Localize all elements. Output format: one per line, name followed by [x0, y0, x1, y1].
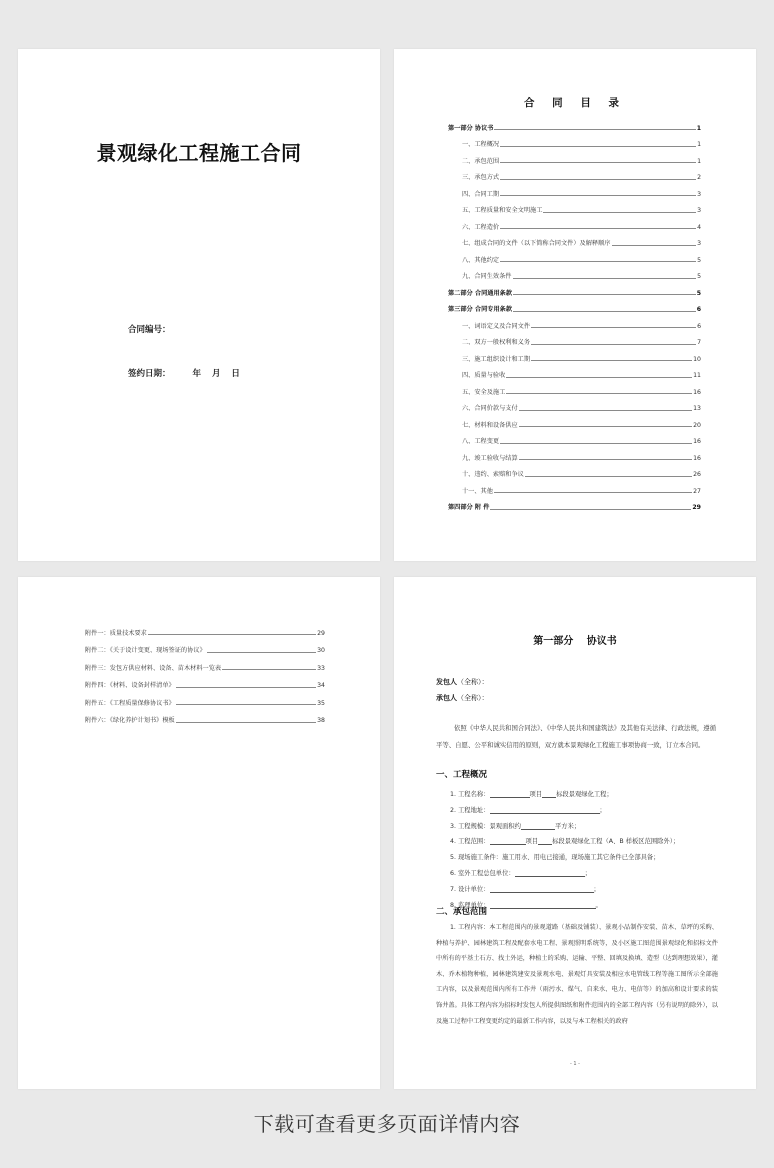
- toc-entry-page: 3: [697, 240, 701, 247]
- toc-entry[interactable]: [448, 115, 701, 132]
- toc-entry-label: 第一部分 协议书: [448, 124, 494, 132]
- toc-entry[interactable]: [448, 462, 701, 479]
- attachment-leader-line: [222, 669, 316, 670]
- fill-in-blank[interactable]: [521, 822, 555, 830]
- toc-leader-line: [531, 360, 692, 361]
- cover-page: [18, 49, 380, 561]
- attachment-page: 34: [317, 682, 325, 689]
- attachment-page: 33: [317, 664, 325, 672]
- sign-date-field: [128, 367, 240, 379]
- toc-entry-label: 二、承包范围: [462, 157, 500, 165]
- toc-leader-line: [513, 278, 697, 279]
- toc-entry[interactable]: [448, 478, 701, 495]
- toc-entry-label: 七、组成合同的文件（以下简称合同文件）及解释顺序: [462, 240, 611, 247]
- attachment-label: 附件四：《材料、设备封样清单》: [85, 682, 175, 689]
- toc-entry-label: 第四部分 附 件: [448, 504, 490, 511]
- overview-item: [450, 821, 580, 830]
- toc-entry-page: 6: [696, 306, 701, 313]
- toc-entry[interactable]: [448, 214, 701, 231]
- toc-leader-line: [500, 261, 696, 262]
- attachment-entry[interactable]: [85, 637, 325, 655]
- toc-entry-page: 5: [696, 289, 701, 297]
- attachment-leader-line: [176, 722, 316, 723]
- toc-entry-page: 2: [697, 174, 701, 181]
- toc-entry-page: 11: [693, 372, 701, 379]
- toc-leader-line: [531, 344, 696, 345]
- toc-entry-page: 10: [693, 355, 701, 363]
- attachment-label: 附件六：《绿化养护计划书》模板: [85, 717, 175, 724]
- overview-item: [450, 884, 600, 893]
- toc-entry-page: 16: [693, 438, 701, 445]
- toc-entry[interactable]: [448, 313, 701, 330]
- toc-entry-page: 20: [693, 421, 701, 429]
- attachment-leader-line: [176, 687, 316, 688]
- toc-entry-label: 九、竣工验收与结算: [462, 454, 518, 462]
- attachment-entry[interactable]: [85, 689, 325, 707]
- toc-entry-label: 第二部分 合同通用条款: [448, 289, 513, 297]
- toc-entry-label: 六、合同价款与支付: [462, 405, 518, 412]
- overview-item-text: ；: [584, 870, 591, 877]
- toc-entry-page: 16: [693, 454, 701, 462]
- attachment-label: 附件一：质量技术要求: [85, 629, 147, 637]
- toc-entry[interactable]: [448, 379, 701, 396]
- attachment-leader-line: [176, 704, 316, 705]
- attachment-leader-line: [148, 634, 316, 635]
- overview-item: [450, 868, 591, 877]
- fill-in-blank[interactable]: [490, 790, 530, 798]
- toc-entry-label: 九、合同生效条件: [462, 273, 512, 280]
- toc-leader-line: [612, 245, 697, 246]
- toc-title: 合 同 目 录: [524, 97, 626, 109]
- toc-entry-page: 3: [697, 190, 701, 198]
- toc-entry[interactable]: [448, 264, 701, 281]
- toc-entry-label: 第三部分 合同专用条款: [448, 306, 513, 313]
- employer-line: [436, 677, 489, 687]
- overview-item-text: 4. 工程范围：: [450, 838, 490, 846]
- attachment-entry[interactable]: [85, 619, 325, 637]
- toc-entry[interactable]: [448, 280, 701, 297]
- toc-entry-page: 16: [693, 388, 701, 396]
- download-caption: 下载可查看更多页面详情内容: [253, 1112, 521, 1136]
- toc-entry[interactable]: [448, 297, 701, 314]
- toc-leader-line: [519, 410, 692, 411]
- sign-date-value: 年 月 日: [192, 369, 240, 379]
- overview-item-text: 8. 监理单位：: [450, 901, 490, 909]
- toc-entry[interactable]: [448, 429, 701, 446]
- overview-item-text: 7. 设计单位：: [450, 885, 490, 893]
- attachment-page: 38: [317, 717, 325, 724]
- toc-leader-line: [500, 179, 696, 180]
- contract-title: 景观绿化工程施工合同: [96, 141, 302, 165]
- page-number: - 1 -: [570, 1061, 580, 1067]
- toc-entry[interactable]: [448, 165, 701, 182]
- toc-leader-line: [500, 195, 696, 196]
- attachment-list: [85, 619, 325, 724]
- toc-leader-line: [494, 492, 692, 493]
- toc-leader-line: [500, 162, 696, 163]
- toc-entry-page: 3: [697, 207, 701, 214]
- toc-entry[interactable]: [448, 495, 701, 512]
- toc-entry-page: 1: [697, 157, 701, 165]
- overview-item: [450, 805, 606, 814]
- toc-leader-line: [525, 476, 692, 477]
- toc-entry[interactable]: [448, 231, 701, 248]
- toc-entry-page: 1: [696, 124, 701, 132]
- sign-date-label: 签约日期：: [128, 369, 171, 379]
- toc-entry-label: 一、词语定义及合同文件: [462, 322, 531, 330]
- overview-item-text: 项目: [525, 838, 539, 846]
- toc-entry-page: 6: [697, 322, 701, 330]
- attachment-leader-line: [207, 652, 316, 653]
- attachment-page: 35: [317, 699, 325, 707]
- toc-leader-line: [519, 426, 692, 427]
- toc-entry-label: 十、违约、索赔和争议: [462, 471, 524, 478]
- toc-entry[interactable]: [448, 445, 701, 462]
- attachment-label: 附件五：《工程质量保修协议书》: [85, 699, 175, 707]
- toc-entry-page: 13: [693, 405, 701, 412]
- overview-item-text: 1. 工程名称：: [450, 791, 490, 798]
- overview-item-text: 6. 室外工程总包单位：: [450, 870, 515, 877]
- fill-in-blank[interactable]: [490, 837, 526, 845]
- contract-number-label: 合同编号：: [128, 325, 171, 335]
- overview-item-text: ；: [599, 806, 606, 814]
- toc-entry-label: 八、其他约定: [462, 256, 500, 264]
- scope-paragraph: 1. 工程内容：本工程范围内的景观道路（基础及铺装）、景观小品制作安装、苗木、草坪的采购、种植与养护、园林建筑工程及配套水电工程、景观照明系统等，及小区施工图范围景观绿化和招标文件中所有的平基土石方、找土外运，种植土的采购、运输、平整、回填及换填、造型（达到理想效果），灌木、乔木植物种植，园林建筑建安及景观水电、景观灯具安装及相应水电管线工程等施工图所示全部施工内容，以及景观范围内所有工作井（雨污水、煤气、自来水、电力、电信等）的加高和设计要求的装饰井盖。具体工程内容为招标时发包人所提供图纸和附件范围内的全部工程内容（另有说明的除外），以及施工过程中工程变更约定的最新工作内容，以及与本工程相关的政府: [436, 924, 718, 1025]
- attachment-entry[interactable]: [85, 654, 325, 672]
- toc-entry-page: 7: [697, 339, 701, 346]
- fill-in-blank[interactable]: [515, 869, 585, 877]
- toc-entry-label: 三、施工组织设计和工期: [462, 355, 531, 363]
- toc-list: [448, 115, 701, 511]
- toc-entry-label: 三、承包方式: [462, 174, 500, 181]
- contractor-line: [436, 693, 489, 703]
- overview-item: [450, 789, 613, 798]
- toc-leader-line: [543, 212, 696, 213]
- overview-item-text: 3. 工程规模：景观面积约: [450, 822, 521, 830]
- toc-leader-line: [506, 377, 692, 378]
- fill-in-blank[interactable]: [490, 901, 596, 909]
- toc-entry[interactable]: [448, 181, 701, 198]
- protocol-title: 第一部分 协议书: [533, 636, 617, 647]
- fill-in-blank[interactable]: [490, 885, 594, 893]
- toc-entry[interactable]: [448, 247, 701, 264]
- overview-item-text: 标段景观绿化工程；: [556, 791, 613, 798]
- fill-in-blank[interactable]: [538, 837, 552, 845]
- attachment-label: 附件三：发包方供应材料、设备、苗木材料一览表: [85, 664, 222, 672]
- toc-leader-line: [500, 146, 696, 147]
- toc-entry-label: 六、工程造价: [462, 223, 500, 231]
- toc-entry-page: 5: [697, 273, 701, 280]
- toc-leader-line: [513, 311, 696, 312]
- overview-item-text: 。: [595, 901, 602, 909]
- section-heading: 二、承包范围: [436, 907, 488, 917]
- toc-entry-page: 5: [697, 256, 701, 264]
- employer-value: （全称）：: [457, 678, 489, 686]
- toc-entry-page: 27: [693, 487, 701, 495]
- attachment-entry[interactable]: [85, 707, 325, 725]
- toc-entry-label: 五、安全及施工: [462, 388, 506, 396]
- toc-entry[interactable]: [448, 198, 701, 215]
- toc-entry-label: 四、合同工期: [462, 190, 500, 198]
- overview-item-text: 项目: [529, 791, 543, 798]
- overview-item-text: 2. 工程地址：: [450, 806, 490, 814]
- overview-item: [450, 852, 660, 861]
- toc-page: [394, 49, 756, 561]
- attachment-label: 附件二：《关于设计变更、现场签证的协议》: [85, 647, 206, 654]
- employer-label: 发包人: [436, 678, 457, 686]
- toc-leader-line: [506, 393, 692, 394]
- contractor-label: 承包人: [436, 694, 457, 702]
- attachment-page: 30: [317, 647, 325, 654]
- toc-leader-line: [513, 294, 696, 295]
- contract-number-field: [128, 323, 171, 335]
- toc-entry[interactable]: [448, 396, 701, 413]
- overview-item-text: 平方米；: [554, 822, 581, 830]
- toc-entry-page: 4: [697, 223, 701, 231]
- contractor-value: （全称）：: [457, 694, 489, 702]
- toc-leader-line: [500, 443, 692, 444]
- toc-entry-label: 二、双方一般权利和义务: [462, 339, 531, 346]
- toc-entry-page: 29: [692, 504, 701, 511]
- toc-entry-label: 八、工程变更: [462, 438, 500, 445]
- toc-leader-line: [519, 459, 692, 460]
- section-heading: 一、工程概况: [436, 770, 488, 780]
- attachment-page: 29: [317, 629, 325, 637]
- toc-entry[interactable]: [448, 148, 701, 165]
- toc-entry[interactable]: [448, 346, 701, 363]
- overview-item-text: 5. 现场施工条件：施工用水、用电已接通，现场施工其它条件已全部具备；: [450, 854, 660, 862]
- toc-entry[interactable]: [448, 132, 701, 149]
- toc-entry-page: 26: [693, 471, 701, 478]
- fill-in-blank[interactable]: [490, 806, 600, 814]
- attachment-entry[interactable]: [85, 672, 325, 690]
- fill-in-blank[interactable]: [542, 790, 556, 798]
- toc-leader-line: [490, 509, 691, 510]
- toc-leader-line: [494, 129, 695, 130]
- toc-leader-line: [531, 327, 696, 328]
- toc-entry-page: 1: [697, 141, 701, 148]
- intro-paragraph: 依照《中华人民共和国合同法》、《中华人民共和国建筑法》及其他有关法律、行政法规，遵循平等、自愿、公平和诚实信用的原则，双方就本景观绿化工程施工事项协商一致，订立本合同。: [436, 724, 717, 749]
- toc-entry-label: 七、材料和设备供应: [462, 421, 518, 429]
- attachments-page: [18, 577, 380, 1089]
- toc-entry-label: 一、工程概况: [462, 141, 500, 148]
- toc-leader-line: [500, 228, 696, 229]
- toc-entry-label: 五、工程质量和安全文明施工: [462, 207, 543, 214]
- overview-item-text: ；: [593, 885, 600, 893]
- overview-item: [450, 836, 679, 845]
- toc-entry-label: 十一、其他: [462, 487, 493, 495]
- toc-entry[interactable]: [448, 363, 701, 380]
- toc-entry-label: 四、质量与验收: [462, 372, 506, 379]
- protocol-page: [394, 577, 756, 1089]
- toc-entry[interactable]: [448, 412, 701, 429]
- overview-item-text: 标段景观绿化工程（A、B 样板区范围除外）；: [552, 838, 680, 846]
- toc-entry[interactable]: [448, 330, 701, 347]
